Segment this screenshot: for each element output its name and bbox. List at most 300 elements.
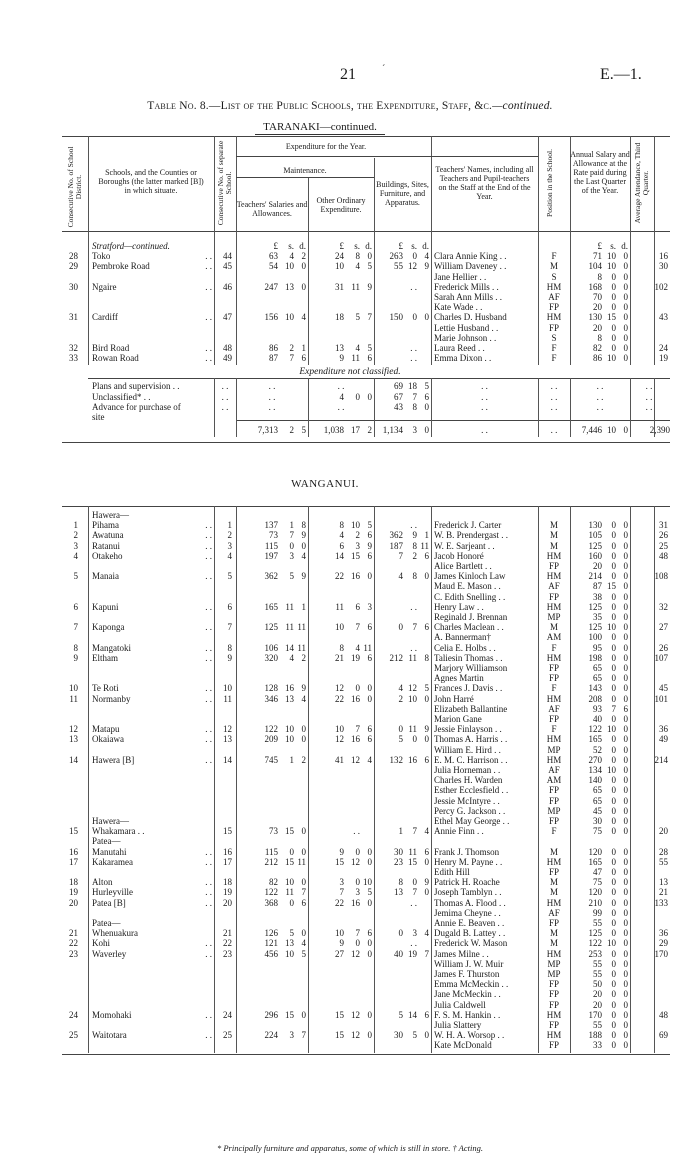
school-name: Hawera [B] bbox=[92, 754, 135, 765]
other-expenditure-pounds: 3 bbox=[339, 877, 344, 888]
annual-salary-pounds: 20 bbox=[593, 322, 602, 333]
salaries-shillings: 15 bbox=[285, 1009, 294, 1020]
annual-salary-pence: d. bbox=[621, 241, 628, 251]
annual-salary-shillings: 0 bbox=[611, 897, 616, 908]
unclassified-top-rule bbox=[88, 378, 670, 379]
annual-salary-pence: 0 bbox=[623, 353, 628, 364]
annual-salary-pence: 0 bbox=[623, 816, 628, 826]
buildings-shillings: 0 bbox=[412, 734, 417, 745]
position: FP bbox=[548, 561, 559, 571]
teacher-name: William J. W. Muir bbox=[434, 958, 504, 969]
annual-salary-pounds: 160 bbox=[588, 550, 602, 561]
salaries-pounds: 73 bbox=[269, 530, 278, 541]
other-expenditure-shillings: 5 bbox=[355, 312, 360, 323]
school-name: Hawera— bbox=[92, 816, 129, 826]
salaries-pounds: 745 bbox=[264, 754, 278, 765]
school-number: 20 bbox=[223, 897, 232, 908]
other-expenditure-shillings: 12 bbox=[351, 1009, 360, 1020]
position: M bbox=[549, 846, 558, 857]
header-col-rule-4 bbox=[538, 136, 539, 231]
teacher-name: Frances J. Davis . . bbox=[434, 683, 503, 694]
teacher-name: Jemima Cheyne . . bbox=[434, 907, 501, 918]
other-expenditure-pounds: £ bbox=[339, 241, 344, 251]
taranaki-col-rule-7 bbox=[570, 231, 571, 365]
salaries-shillings: 16 bbox=[285, 683, 294, 694]
buildings-pounds: 30 bbox=[394, 846, 403, 857]
other-expenditure-pence: 0 bbox=[367, 938, 372, 949]
teacher-name: E. M. C. Harrison . . bbox=[434, 754, 508, 765]
salaries-pence: 4 bbox=[301, 693, 306, 704]
annual-salary-shillings: 0 bbox=[611, 343, 616, 353]
other-expenditure-pounds: 27 bbox=[335, 948, 344, 959]
school-number: 48 bbox=[223, 343, 232, 353]
header-buildings: Buildings, Sites, Furniture, and Apparatus. bbox=[376, 180, 429, 207]
leader-dots: . . bbox=[205, 622, 212, 633]
unclassified-col-rule-0 bbox=[214, 378, 215, 437]
annual-salary-shillings: 0 bbox=[611, 322, 616, 333]
leader-dots: . . bbox=[205, 550, 212, 561]
buildings-pence: 0 bbox=[424, 401, 429, 412]
school-number: . . bbox=[221, 401, 229, 412]
position: FP bbox=[548, 1040, 559, 1051]
annual-salary-pounds: 165 bbox=[588, 856, 602, 867]
buildings-shillings: 14 bbox=[408, 1009, 417, 1020]
buildings-shillings: 0 bbox=[412, 251, 417, 262]
annual-salary-pounds: 33 bbox=[593, 1040, 602, 1051]
annual-salary-pence: 0 bbox=[623, 332, 628, 343]
salaries-shillings: 3 bbox=[289, 550, 294, 561]
teacher-name: Emma McMeckin . . bbox=[434, 979, 509, 990]
buildings-pounds: 362 bbox=[389, 530, 403, 541]
other-expenditure-shillings: 16 bbox=[351, 734, 360, 745]
school-number: 16 bbox=[223, 846, 232, 857]
annual-salary-pounds: 55 bbox=[593, 969, 602, 979]
position: HM bbox=[546, 652, 562, 663]
annual-salary-pounds: 104 bbox=[588, 261, 602, 272]
buildings-pence: 6 bbox=[424, 754, 429, 765]
annual-salary-pounds: 55 bbox=[593, 1020, 602, 1030]
attendance: 27 bbox=[659, 622, 668, 633]
school-number: 11 bbox=[223, 693, 232, 704]
school-name: Kapuni bbox=[92, 601, 119, 612]
other-expenditure-shillings: 0 bbox=[355, 391, 360, 402]
annual-salary-shillings: 0 bbox=[611, 612, 616, 622]
buildings-pence: 0 bbox=[424, 1030, 429, 1041]
buildings-pounds: 4 bbox=[398, 571, 403, 582]
annual-salary-pence: 0 bbox=[623, 999, 628, 1010]
school-number: 7 bbox=[227, 622, 232, 633]
teacher-name: Joseph Tamblyn . . bbox=[434, 887, 502, 898]
header-expenditure: Expenditure for the Year. bbox=[285, 142, 367, 151]
other-expenditure-pence: 0 bbox=[367, 948, 372, 959]
teacher-name: Maud E. Mason . . bbox=[434, 581, 501, 592]
table-title-suffix: —continued. bbox=[492, 100, 553, 112]
buildings-pounds: 263 bbox=[389, 251, 403, 262]
school-number: 18 bbox=[223, 877, 232, 888]
district-number: 13 bbox=[69, 734, 78, 745]
other-expenditure-pence: 0 bbox=[367, 683, 372, 694]
buildings-pence: 0 bbox=[424, 856, 429, 867]
other-expenditure-shillings: 7 bbox=[355, 724, 360, 735]
annual-salary-pence: 0 bbox=[623, 918, 628, 928]
header-other-ordinary: Other Ordinary Expenditure. bbox=[316, 196, 366, 214]
teacher-name: Jessie Finlayson . . bbox=[434, 724, 502, 735]
school-number: 2 bbox=[227, 530, 232, 541]
school-number: 5 bbox=[227, 571, 232, 582]
annual-salary-pounds: 65 bbox=[593, 785, 602, 796]
salaries-shillings: 15 bbox=[285, 826, 294, 837]
header-annual-salary: Annual Salary and Allowance at the Rate paid during the Last Quarter of the Year. bbox=[570, 150, 630, 195]
school-name: Matapu bbox=[92, 724, 120, 735]
other-expenditure-pounds: 4 bbox=[339, 391, 344, 402]
teacher-name: Marjory Williamson bbox=[434, 663, 508, 673]
annual-salary-pounds: 65 bbox=[593, 795, 602, 806]
region-heading-taranaki bbox=[0, 121, 640, 133]
teacher-name: William Daveney . . bbox=[434, 261, 507, 272]
district-number: 10 bbox=[69, 683, 78, 694]
other-expenditure-pence: 0 bbox=[367, 846, 372, 857]
position: FP bbox=[548, 322, 559, 333]
buildings-shillings: 2 bbox=[412, 550, 417, 561]
attendance: 107 bbox=[654, 652, 668, 663]
buildings-shillings: . . bbox=[410, 642, 417, 653]
annual-salary-pence: 0 bbox=[623, 958, 628, 969]
unclassified-label: Unclassified* . . bbox=[92, 391, 151, 402]
annual-salary-pence: 0 bbox=[623, 302, 628, 313]
annual-salary-pence: 0 bbox=[623, 550, 628, 561]
teacher-name: Charles Maclean . . bbox=[434, 622, 504, 633]
school-name: Patea— bbox=[92, 836, 121, 847]
position: FP bbox=[548, 591, 559, 602]
other-expenditure-shillings: 0 bbox=[355, 683, 360, 694]
position: FP bbox=[548, 918, 559, 928]
annual-salary-pounds: 95 bbox=[593, 642, 602, 653]
other-expenditure-pounds: 22 bbox=[335, 897, 344, 908]
header-top-rule bbox=[62, 136, 670, 137]
position: FP bbox=[548, 989, 559, 1000]
other-expenditure-pounds: 13 bbox=[335, 343, 344, 353]
salaries-pence: 9 bbox=[301, 571, 306, 582]
buildings-pounds: 0 bbox=[398, 928, 403, 939]
teacher-name: Ethel May George . . bbox=[434, 816, 510, 826]
position: HM bbox=[546, 948, 562, 959]
other-expenditure-shillings: 4 bbox=[355, 343, 360, 353]
position: HM bbox=[546, 897, 562, 908]
salaries-shillings: 11 bbox=[285, 887, 294, 898]
position: FP bbox=[548, 795, 559, 806]
other-expenditure-pence: 6 bbox=[367, 550, 372, 561]
salaries-pence: 0 bbox=[301, 877, 306, 888]
annual-salary-pence: 0 bbox=[623, 775, 628, 786]
position: AM bbox=[546, 775, 562, 786]
buildings-pence: 6 bbox=[424, 1009, 429, 1020]
teacher-name: James Kinloch Law bbox=[434, 571, 506, 582]
other-expenditure-pounds: 9 bbox=[339, 938, 344, 949]
salaries-pence: 0 bbox=[301, 1009, 306, 1020]
position: M bbox=[549, 877, 558, 888]
salaries-shillings: 15 bbox=[285, 856, 294, 867]
school-number: . . bbox=[221, 391, 229, 402]
school-number: 17 bbox=[223, 856, 232, 867]
annual-salary-shillings: 0 bbox=[611, 744, 616, 755]
district-number: 8 bbox=[73, 642, 78, 653]
annual-salary-pence: 0 bbox=[623, 622, 628, 633]
annual-salary-shillings: 0 bbox=[611, 734, 616, 745]
other-expenditure-pence: 0 bbox=[367, 391, 372, 402]
salaries-shillings: 4 bbox=[289, 652, 294, 663]
attendance: 16 bbox=[659, 251, 668, 262]
salaries-shillings: 10 bbox=[285, 948, 294, 959]
annual-salary-pounds: 122 bbox=[588, 938, 602, 949]
buildings-pounds: 69 bbox=[394, 381, 403, 392]
header-col-rule-0 bbox=[88, 136, 89, 231]
annual-salary-shillings: 0 bbox=[611, 754, 616, 765]
salaries-pounds: 82 bbox=[269, 877, 278, 888]
annual-salary-pounds: 125 bbox=[588, 601, 602, 612]
attendance: 24 bbox=[659, 343, 668, 353]
annual-salary-pence: 0 bbox=[623, 261, 628, 272]
annual-salary-shillings: 0 bbox=[611, 887, 616, 898]
annual-salary-pence: 0 bbox=[623, 714, 628, 724]
unclassified-col-rule-5 bbox=[538, 378, 539, 437]
annual-salary-pounds: 168 bbox=[588, 281, 602, 292]
teacher-name: Agnes Martin bbox=[434, 673, 484, 684]
annual-salary-pence: 0 bbox=[623, 520, 628, 531]
annual-salary-pounds: 120 bbox=[588, 846, 602, 857]
teacher-name: Henry Law . . bbox=[434, 601, 484, 612]
annual-salary-shillings: 0 bbox=[611, 530, 616, 541]
buildings-pounds: 67 bbox=[394, 391, 403, 402]
leader-dots: . . bbox=[205, 251, 212, 262]
attendance: 102 bbox=[654, 281, 668, 292]
other-expenditure-pence: 9 bbox=[367, 540, 372, 551]
annual-salary-pence: 0 bbox=[623, 571, 628, 582]
school-name: Te Roti bbox=[92, 683, 119, 694]
annual-salary-pounds: 8 bbox=[597, 271, 602, 282]
annual-salary-shillings: 0 bbox=[611, 673, 616, 684]
wanganui-col-rule-7 bbox=[570, 506, 571, 1053]
position: F bbox=[551, 353, 557, 364]
position: S bbox=[551, 332, 557, 343]
district-number: 7 bbox=[73, 622, 78, 633]
annual-salary-pounds: 270 bbox=[588, 754, 602, 765]
annual-salary-pence: 0 bbox=[623, 322, 628, 333]
attendance: 49 bbox=[659, 734, 668, 745]
annual-salary-shillings: 10 bbox=[607, 765, 616, 775]
district-number: 3 bbox=[73, 540, 78, 551]
salaries-pounds: 137 bbox=[264, 520, 278, 531]
annual-salary-pounds: 40 bbox=[593, 714, 602, 724]
annual-salary-pence: 0 bbox=[623, 948, 628, 959]
position: HM bbox=[546, 550, 562, 561]
salaries-pounds: 368 bbox=[264, 897, 278, 908]
school-name: Toko bbox=[92, 251, 111, 262]
salaries-pence: 5 bbox=[301, 948, 306, 959]
annual-salary-shillings: 0 bbox=[611, 816, 616, 826]
teacher-name: Patrick H. Roache bbox=[434, 877, 500, 888]
annual-salary-pounds: 35 bbox=[593, 612, 602, 622]
buildings-shillings: 0 bbox=[412, 312, 417, 323]
teacher-name: Lettie Husband . . bbox=[434, 322, 499, 333]
annual-salary-pounds: 8 bbox=[597, 332, 602, 343]
other-expenditure-pounds: 9 bbox=[339, 353, 344, 364]
teacher-name: William E. Hird . . bbox=[434, 744, 501, 755]
buildings-pence: 4 bbox=[424, 251, 429, 262]
buildings-pounds: 0 bbox=[398, 724, 403, 735]
salaries-pence: 11 bbox=[297, 856, 306, 867]
attendance: 48 bbox=[659, 550, 668, 561]
position: FP bbox=[548, 714, 559, 724]
leader-dots: . . bbox=[205, 897, 212, 908]
annual-salary-pence: 0 bbox=[623, 765, 628, 775]
teacher-name: F. S. M. Hankin . . bbox=[434, 1009, 501, 1020]
wanganui-col-rule-6 bbox=[538, 506, 539, 1053]
school-name: Kohi bbox=[92, 938, 110, 949]
other-expenditure-pence: 0 bbox=[367, 571, 372, 582]
header-maintenance: Maintenance. bbox=[283, 166, 327, 175]
buildings-pounds: 5 bbox=[398, 734, 403, 745]
school-number: 24 bbox=[223, 1009, 232, 1020]
total-buildings-pence: 0 bbox=[424, 425, 429, 436]
attendance: 43 bbox=[659, 312, 668, 323]
salaries-pounds: 209 bbox=[264, 734, 278, 745]
annual-salary-pence: 0 bbox=[623, 989, 628, 1000]
teacher-name: . . bbox=[481, 391, 488, 402]
other-expenditure-pence: 6 bbox=[367, 652, 372, 663]
salaries-pence: 6 bbox=[301, 353, 306, 364]
other-expenditure-shillings: 0 bbox=[355, 938, 360, 949]
annual-salary-pence: 0 bbox=[623, 591, 628, 602]
other-expenditure-shillings: 7 bbox=[355, 928, 360, 939]
other-expenditure-pence: d. bbox=[365, 241, 372, 251]
position: FP bbox=[548, 979, 559, 990]
salaries-pounds: 54 bbox=[269, 261, 278, 272]
position: HM bbox=[546, 1009, 562, 1020]
annual-salary-shillings: 0 bbox=[611, 969, 616, 979]
other-expenditure-pounds: 10 bbox=[335, 261, 344, 272]
other-expenditure-pounds: 14 bbox=[335, 550, 344, 561]
total-salaries-pounds: 7,313 bbox=[257, 425, 278, 436]
annual-salary-pence: 0 bbox=[623, 969, 628, 979]
leader-dots: . . bbox=[205, 540, 212, 551]
taranaki-col-rule-5 bbox=[431, 231, 432, 365]
attendance: 32 bbox=[659, 601, 668, 612]
annual-salary-pence: 0 bbox=[623, 292, 628, 302]
annual-salary-pence: 0 bbox=[623, 663, 628, 673]
salaries-shillings: 10 bbox=[285, 261, 294, 272]
annual-salary-pounds: 100 bbox=[588, 632, 602, 643]
teacher-name: Frederick Mills . . bbox=[434, 281, 499, 292]
total-salaries-shillings: 2 bbox=[289, 425, 294, 436]
school-name: Otakeho bbox=[92, 550, 123, 561]
annual-salary-pence: 0 bbox=[623, 724, 628, 735]
salaries-shillings: 13 bbox=[285, 693, 294, 704]
school-name: Waverley bbox=[92, 948, 127, 959]
buildings-pence: 5 bbox=[424, 683, 429, 694]
teacher-name: Kate Wade . . bbox=[434, 302, 483, 313]
other-expenditure-pounds: 10 bbox=[335, 928, 344, 939]
other-expenditure-pence: 5 bbox=[367, 520, 372, 531]
buildings-shillings: 12 bbox=[408, 261, 417, 272]
school-name: Okaiawa bbox=[92, 734, 124, 745]
teacher-name: W. H. A. Worsop . . bbox=[434, 1030, 505, 1041]
other-expenditure: . . bbox=[337, 381, 345, 392]
annual-salary-pence: 0 bbox=[623, 1030, 628, 1041]
unclassified-label: Advance for purchase of bbox=[92, 401, 181, 412]
position: HM bbox=[546, 312, 562, 323]
teacher-name: Reginald J. Brennan bbox=[434, 612, 508, 622]
table-bottom-rule bbox=[62, 1054, 670, 1055]
salaries-shillings: 10 bbox=[285, 877, 294, 888]
teacher-name: Dugald B. Lattey . . bbox=[434, 928, 506, 939]
position: M bbox=[549, 540, 558, 551]
position: FP bbox=[548, 867, 559, 877]
buildings-shillings: . . bbox=[410, 520, 417, 531]
teacher-name: Jessie McIntyre . . bbox=[434, 795, 500, 806]
salaries-pounds: 86 bbox=[269, 343, 278, 353]
attendance: . . bbox=[645, 401, 653, 412]
attendance: . . bbox=[645, 381, 653, 392]
school-name: Patea [B] bbox=[92, 897, 126, 908]
school-name: Whakamara . . bbox=[92, 826, 145, 837]
buildings-pence: 6 bbox=[424, 846, 429, 857]
salaries-pence: 2 bbox=[301, 251, 306, 262]
position: FP bbox=[548, 1020, 559, 1030]
unclassified-label: Plans and supervision . . bbox=[92, 381, 180, 392]
buildings-pence: 11 bbox=[420, 540, 429, 551]
teacher-name: Alice Bartlett . . bbox=[434, 561, 492, 571]
annual-salary-pounds: 125 bbox=[588, 622, 602, 633]
other-expenditure-shillings: 4 bbox=[355, 261, 360, 272]
position: F bbox=[551, 251, 557, 262]
other-expenditure-shillings: 19 bbox=[351, 652, 360, 663]
other-expenditure-shillings: 3 bbox=[355, 887, 360, 898]
school-number: 12 bbox=[223, 724, 232, 735]
salaries-shillings: 14 bbox=[285, 642, 294, 653]
annual-salary-shillings: 0 bbox=[611, 958, 616, 969]
other-expenditure-pence: 6 bbox=[367, 734, 372, 745]
buildings-pence: 9 bbox=[424, 261, 429, 272]
teacher-name: Charles D. Husband bbox=[434, 312, 507, 323]
buildings-pence: d. bbox=[422, 241, 429, 251]
annual-salary-pence: 0 bbox=[623, 744, 628, 755]
district-number: 2 bbox=[73, 530, 78, 541]
unclassified-col-rule-7 bbox=[630, 378, 631, 437]
buildings-shillings: . . bbox=[410, 353, 417, 364]
other-expenditure-pence: 0 bbox=[367, 856, 372, 867]
salaries-shillings: 11 bbox=[285, 622, 294, 633]
other-expenditure-shillings: 16 bbox=[351, 693, 360, 704]
not-classified-heading: Expenditure not classified. bbox=[299, 367, 401, 378]
other-expenditure-pence: 5 bbox=[367, 261, 372, 272]
total-annual-pence: 0 bbox=[623, 425, 628, 436]
salaries-pence: 9 bbox=[301, 530, 306, 541]
other-expenditure-pence: 0 bbox=[367, 251, 372, 262]
annual-salary-shillings: 15 bbox=[607, 312, 616, 323]
table-title-main: List of the Public Schools, the Expenditure, Staff, &c. bbox=[220, 100, 493, 112]
school-number: 15 bbox=[223, 826, 232, 837]
position: MP bbox=[547, 805, 561, 816]
school-name: Eltham bbox=[92, 652, 118, 663]
total-buildings-shillings: 3 bbox=[412, 425, 417, 436]
teacher-name: Taliesin Thomas . . bbox=[434, 652, 503, 663]
annual-salary-pence: 0 bbox=[623, 805, 628, 816]
annual-salary-shillings: 0 bbox=[611, 1030, 616, 1041]
annual-salary-pounds: 125 bbox=[588, 928, 602, 939]
salaries-pounds: 126 bbox=[264, 928, 278, 939]
annual-salary-shillings: 10 bbox=[607, 261, 616, 272]
unclassified-label-cont: site bbox=[92, 412, 105, 422]
